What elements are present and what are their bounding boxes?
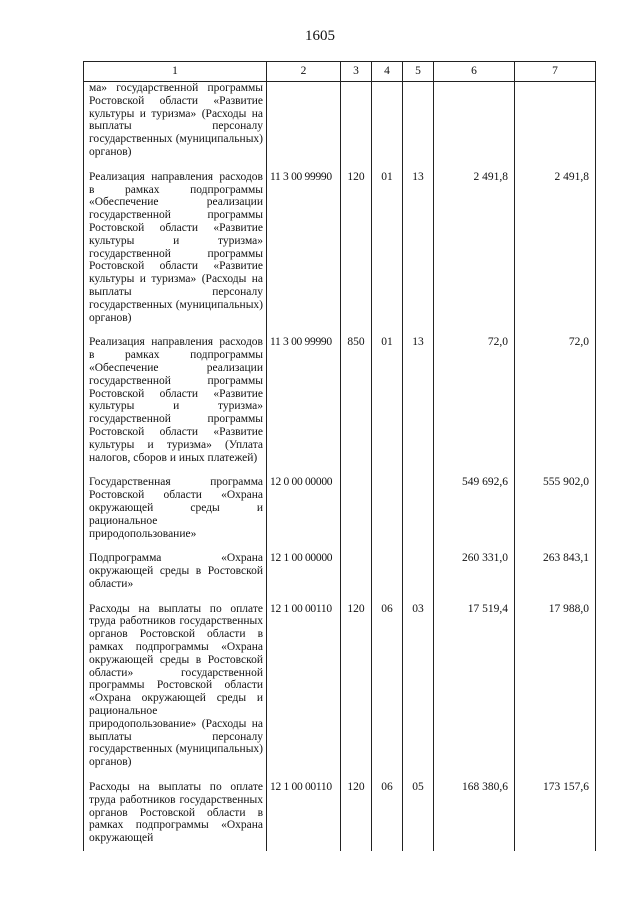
row-code: 11 3 00 99990	[267, 330, 341, 470]
row-vr: 120	[341, 165, 372, 331]
column-header: 4	[372, 62, 403, 82]
row-pr	[403, 546, 434, 596]
column-header: 3	[341, 62, 372, 82]
row-vr	[341, 470, 372, 546]
row-code	[267, 82, 341, 165]
row-pr	[403, 82, 434, 165]
row-pr	[403, 470, 434, 546]
row-pr: 13	[403, 330, 434, 470]
row-description: Государственная программа Ростовской области «Охрана окружающей среды и рациональное природопользование»	[84, 470, 267, 546]
row-rz	[372, 82, 403, 165]
table-row	[84, 470, 596, 546]
row-vr: 850	[341, 330, 372, 470]
row-sum-year1: 17 519,4	[434, 597, 515, 775]
row-code: 11 3 00 99990	[267, 165, 341, 331]
table-row	[84, 597, 596, 775]
row-sum-year1	[434, 82, 515, 165]
column-header: 1	[84, 62, 267, 82]
row-description: Подпрограмма «Охрана окружающей среды в Ростовской области»	[84, 546, 267, 596]
table-row	[84, 546, 596, 596]
row-sum-year2: 72,0	[515, 330, 596, 470]
row-rz: 01	[372, 165, 403, 331]
row-sum-year1: 168 380,6	[434, 775, 515, 851]
row-sum-year1: 549 692,6	[434, 470, 515, 546]
table-row	[84, 82, 596, 165]
row-sum-year2: 555 902,0	[515, 470, 596, 546]
row-vr: 120	[341, 597, 372, 775]
row-rz: 01	[372, 330, 403, 470]
row-sum-year2: 173 157,6	[515, 775, 596, 851]
row-vr	[341, 546, 372, 596]
row-code: 12 1 00 00000	[267, 546, 341, 596]
row-pr: 05	[403, 775, 434, 851]
row-pr: 13	[403, 165, 434, 331]
row-sum-year1: 260 331,0	[434, 546, 515, 596]
column-header: 7	[515, 62, 596, 82]
row-sum-year2: 17 988,0	[515, 597, 596, 775]
row-sum-year1: 72,0	[434, 330, 515, 470]
table-row	[84, 775, 596, 851]
row-pr: 03	[403, 597, 434, 775]
row-description: Расходы на выплаты по оплате труда работников государственных органов Ростовской области в рамках подпрограммы «Охрана окружающей	[84, 775, 267, 851]
column-header: 5	[403, 62, 434, 82]
row-sum-year2	[515, 82, 596, 165]
row-code: 12 1 00 00110	[267, 775, 341, 851]
row-description: Расходы на выплаты по оплате труда работников государственных органов Ростовской области в рамках подпрограммы «Охрана окружающей среды в Ростовской области» государственной программы Ростовской области «Охрана окружающей среды и рациональное природопользование» (Расходы на выплаты персоналу государственных (муниципальных) органов)	[84, 597, 267, 775]
column-header: 6	[434, 62, 515, 82]
row-description: Реализация направления расходов в рамках подпрограммы «Обеспечение реализации государственной программы Ростовской области «Развитие культуры и туризма» государственной программы Ростовской области «Развитие культуры и туризма» (Расходы на выплаты персоналу государственных (муниципальных) органов)	[84, 165, 267, 331]
row-description: ма» государственной программы Ростовской области «Развитие культуры и туризма» (Расходы на выплаты персоналу государственных (муниципальных) органов)	[84, 82, 267, 165]
row-sum-year2: 263 843,1	[515, 546, 596, 596]
table-header-row	[84, 62, 596, 82]
table-row	[84, 165, 596, 331]
column-header: 2	[267, 62, 341, 82]
table-row	[84, 330, 596, 470]
page-number: 1605	[305, 28, 335, 44]
row-vr: 120	[341, 775, 372, 851]
row-code: 12 0 00 00000	[267, 470, 341, 546]
row-sum-year2: 2 491,8	[515, 165, 596, 331]
row-code: 12 1 00 00110	[267, 597, 341, 775]
budget-table	[83, 61, 596, 851]
row-rz	[372, 546, 403, 596]
row-sum-year1: 2 491,8	[434, 165, 515, 331]
row-rz: 06	[372, 597, 403, 775]
row-vr	[341, 82, 372, 165]
row-description: Реализация направления расходов в рамках подпрограммы «Обеспечение реализации государственной программы Ростовской области «Развитие культуры и туризма» государственной программы Ростовской области «Развитие культуры и туризма» (Уплата налогов, сборов и иных платежей)	[84, 330, 267, 470]
row-rz: 06	[372, 775, 403, 851]
row-rz	[372, 470, 403, 546]
